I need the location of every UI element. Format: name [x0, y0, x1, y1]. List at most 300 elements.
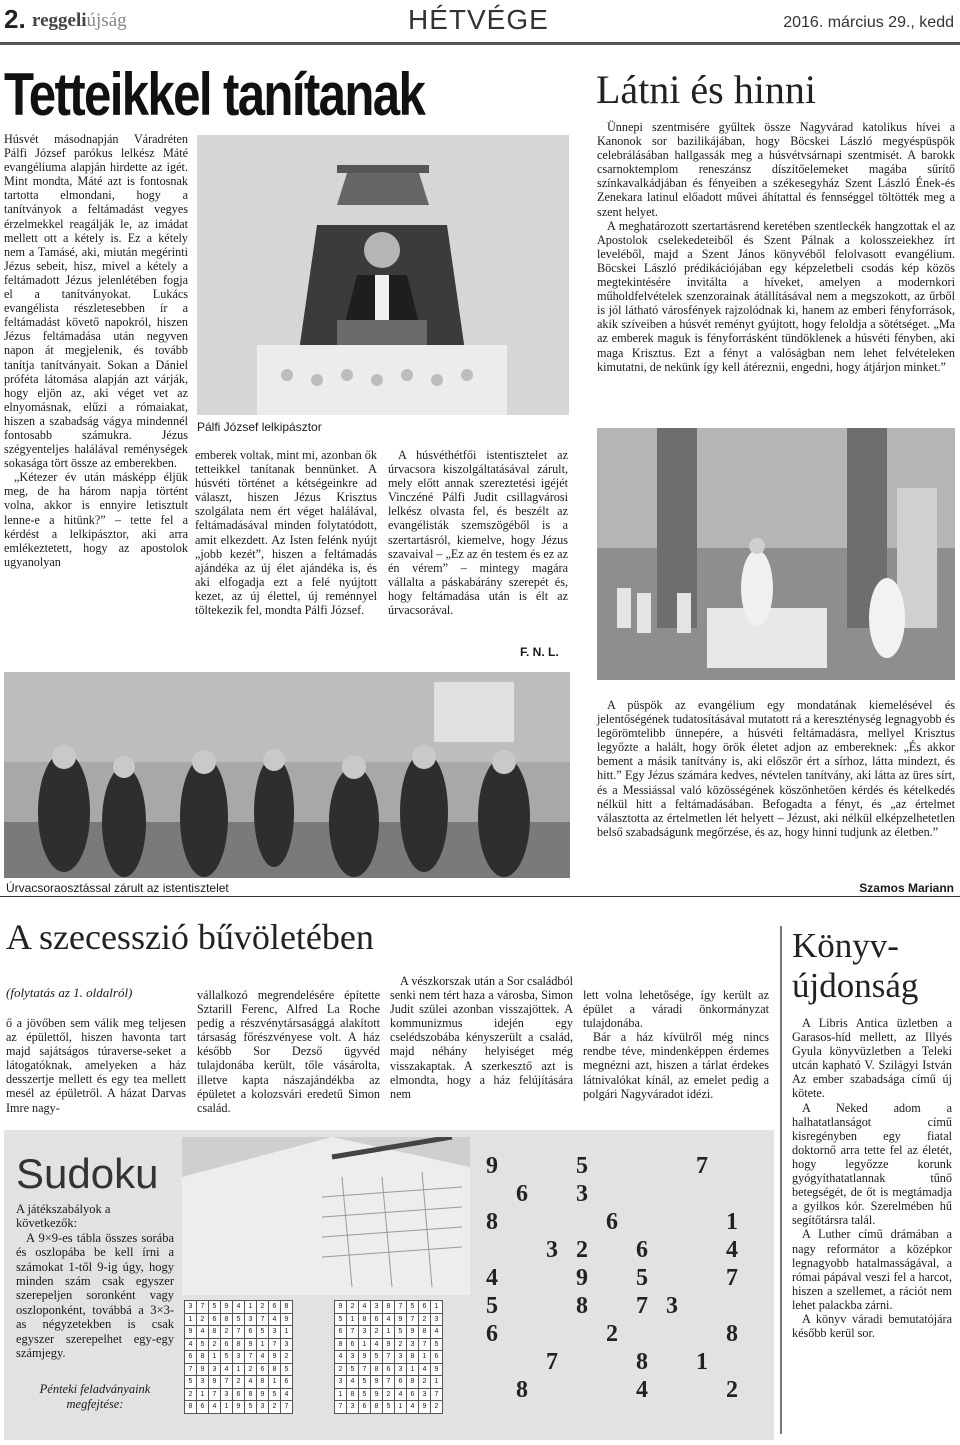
sudoku-solution2-cell: 5: [347, 1363, 359, 1376]
sudoku-puzzle-row: [477, 1320, 747, 1348]
sudoku-solution1-cell: 7: [269, 1338, 281, 1351]
sudoku-solution1-cell: 3: [221, 1388, 233, 1401]
sudoku-puzzle-cell: 2: [576, 1236, 588, 1263]
sudoku-solution2-cell: 2: [335, 1363, 347, 1376]
sudoku-puzzle-cell: [597, 1292, 627, 1320]
sudoku-solution1-row: [185, 1313, 293, 1326]
sudoku-solution1-cell: 2: [185, 1388, 197, 1401]
sudoku-solution2-cell: 3: [371, 1301, 383, 1314]
sudoku-solution1-row: [185, 1401, 293, 1414]
sudoku-solution2-cell: 7: [419, 1338, 431, 1351]
sudoku-solution2-cell: 5: [359, 1388, 371, 1401]
sudoku-puzzle-cell: [507, 1264, 537, 1292]
sudoku-solution1-cell: 6: [233, 1388, 245, 1401]
sudoku-solution2-cell: 6: [383, 1363, 395, 1376]
sudoku-puzzle-cell: [507, 1292, 537, 1320]
sudoku-solution2-cell: 7: [347, 1326, 359, 1339]
sudoku-solution1-row: [185, 1326, 293, 1339]
sudoku-puzzle-cell: [537, 1180, 567, 1208]
sudoku-solution1-cell: 2: [257, 1301, 269, 1314]
sudoku-solution1-cell: 5: [257, 1326, 269, 1339]
sudoku-puzzle-cell: [507, 1320, 537, 1348]
sudoku-solution2-cell: 9: [383, 1338, 395, 1351]
article1-col1-p1: Húsvét másodnapján Váradréten Pálfi József parókus lelkész Máté evangéliuma alapján hirdette az igét. Mint mondta, Máté azt is fontosnak tartotta elmondani, hogy a tanítványok a feltámadást vegyes érzelmekkel reagálják le, az imádat mellett ott a kétely is. Ez a kétely nem a Tamásé, aki, miután megérinti Jézus sebeit, hisz, mivel a kétely a feltámadott Jézus jelenlétében fogja el a tanítványokat. Lukács evangélista részletesebben ír a feltámadást követő napokról, hiszen Jézus feltámadása után negyven napon át megjelenik, és tovább tanítja tanítványait. Sokan a Dániel próféta látomása alapján azt várják, hogy eljön az, aki véget vet az elnyomásnak, elűzi a rómaiakat, hiszen a szabadság vágya mindennél fontosabb számukra. Jézus szégyenteljes halálával reménységek sokasága tört össze az emberekben.: [4, 132, 188, 471]
sudoku-solution2-cell: 1: [431, 1301, 443, 1314]
sudoku-puzzle-cell: [657, 1320, 687, 1348]
sudoku-solution2-cell: 6: [395, 1376, 407, 1389]
divider-mid: [0, 896, 960, 897]
sudoku-solution2-cell: 8: [347, 1388, 359, 1401]
sudoku-puzzle-cell: 7: [636, 1292, 648, 1319]
sudoku-solution2-cell: 5: [383, 1401, 395, 1414]
sudoku-solution2-cell: 3: [419, 1388, 431, 1401]
article3-col1-text: ő a jövőben sem válik meg teljesen az épülettől, hiszen havonta tart majd sajátságos túraverse-seket a látogatóknak, amelyeken a ház desszertje mellett és egy tea mellett mesél az épületről. A házat Darvas Imre nagy-: [6, 1016, 186, 1115]
sudoku-solution1-cell: 6: [281, 1376, 293, 1389]
sudoku-solution2-cell: 8: [359, 1313, 371, 1326]
sudoku-solution2-cell: 7: [335, 1401, 347, 1414]
book-p1: A Libris Antica üzletben a Garasos-híd mellett, az Illyés Gyula könyvüzletben a Teleki utcán kapható V. Szilágyi István Az ember szabadsága című új kötete.: [792, 1016, 952, 1101]
sudoku-solution2-cell: 9: [359, 1351, 371, 1364]
sudoku-solution1-cell: 4: [233, 1301, 245, 1314]
pastor-photo: [197, 135, 569, 415]
sudoku-solution2-cell: 8: [383, 1301, 395, 1314]
article2-lower-text: A püspök az evangélium egy mondatának kiemelésével és jelentőségének tudatosításával mutatott rá a kereszténység legnagyobb és legörömtelibb ünnepére, a húsvéti feltámadásra, mellyel Krisztus legyőzte a halált, hogy örök életet adjon az embereknek: „És akkor bement a másik tanítvány is, aki először ért a sírhoz, látta mindezt, és hitt.” Egy Jézus számára kedves, névtelen tanítvány, aki látta az üres sírt, és a Messiással való közösségének köszönhetően kérdés és kételkedés nélkül hitt a feltámadásában. Befogadta a fényt, és „az értelmet választotta az értelmetlen lét helyett – Jézust, aki nélkül elképzelhetetlen belső szabadságunk megőrzése, és az, hogy hinni tudjunk az életben.”: [597, 698, 955, 839]
sudoku-puzzle-cell: [717, 1348, 747, 1376]
article2-signature: Szamos Mariann: [859, 881, 954, 895]
sudoku-solution1-cell: 5: [221, 1351, 233, 1364]
sudoku-solution1-row: [185, 1376, 293, 1389]
sudoku-solution2-cell: 2: [419, 1313, 431, 1326]
sudoku-solution1-cell: 5: [281, 1363, 293, 1376]
sudoku-solution1-cell: 9: [221, 1301, 233, 1314]
sudoku-solution1-cell: 9: [257, 1388, 269, 1401]
sudoku-solution2-row: [335, 1363, 443, 1376]
sudoku-puzzle-cell: 6: [516, 1180, 528, 1207]
article3-col4: [583, 988, 769, 1101]
sudoku-solution1-cell: 4: [257, 1351, 269, 1364]
sudoku-solution1-row: [185, 1388, 293, 1401]
sudoku-puzzle-cell: [657, 1376, 687, 1404]
sudoku-solution2-cell: 7: [359, 1363, 371, 1376]
sudoku-puzzle-cell: 4: [726, 1236, 738, 1263]
sudoku-solution2-row: [335, 1388, 443, 1401]
sudoku-solution2-cell: 1: [395, 1401, 407, 1414]
sudoku-solution1-cell: 6: [269, 1301, 281, 1314]
sudoku-solution2-cell: 9: [419, 1401, 431, 1414]
sudoku-puzzle-cell: [687, 1264, 717, 1292]
sudoku-solution2-row: [335, 1326, 443, 1339]
sudoku-solution2-cell: 6: [419, 1301, 431, 1314]
sudoku-puzzle-cell: 1: [696, 1348, 708, 1375]
sudoku-solution1-cell: 8: [245, 1388, 257, 1401]
sudoku-puzzle-cell: 5: [486, 1292, 498, 1319]
sudoku-solution1-cell: 3: [209, 1363, 221, 1376]
sudoku-solution1-cell: 9: [233, 1401, 245, 1414]
sudoku-puzzle-cell: 8: [516, 1376, 528, 1403]
sudoku-puzzle-cell: [687, 1180, 717, 1208]
sudoku-solution2-cell: 4: [383, 1313, 395, 1326]
sudoku-puzzle-cell: 6: [636, 1236, 648, 1263]
sudoku-puzzle-cell: [567, 1320, 597, 1348]
sudoku-solution1-cell: 1: [221, 1401, 233, 1414]
sudoku-solution1-cell: 1: [281, 1326, 293, 1339]
sudoku-solution1-cell: 1: [257, 1338, 269, 1351]
sudoku-puzzle-cell: [567, 1348, 597, 1376]
sudoku-puzzle-row: [477, 1348, 747, 1376]
sudoku-solution1-cell: 3: [197, 1376, 209, 1389]
sudoku-puzzle-cell: [537, 1152, 567, 1180]
article1-signature: F. N. L.: [520, 645, 559, 659]
sudoku-puzzle-cell: 4: [636, 1376, 648, 1403]
sudoku-puzzle-cell: [717, 1180, 747, 1208]
sudoku-solution-label: Pénteki feladványaink megfejtése:: [39, 1382, 151, 1411]
sudoku-solution2-cell: 1: [419, 1351, 431, 1364]
sudoku-puzzle-cell: [627, 1152, 657, 1180]
book-headline: [792, 926, 958, 1006]
sudoku-puzzle-cell: [687, 1376, 717, 1404]
sudoku-puzzle-cell: [657, 1348, 687, 1376]
sudoku-solution2-cell: 3: [359, 1326, 371, 1339]
sudoku-solution1-cell: 3: [257, 1401, 269, 1414]
header-date: 2016. március 29., kedd: [783, 14, 954, 31]
sudoku-solution2-cell: 1: [407, 1363, 419, 1376]
sudoku-puzzle-cell: [597, 1264, 627, 1292]
sudoku-solution1-cell: 3: [269, 1326, 281, 1339]
sudoku-puzzle-cell: 8: [636, 1348, 648, 1375]
sudoku-solution2-cell: 8: [335, 1338, 347, 1351]
sudoku-solution1-cell: 3: [245, 1313, 257, 1326]
sudoku-solution2-cell: 8: [371, 1401, 383, 1414]
sudoku-solution2-cell: 9: [395, 1313, 407, 1326]
sudoku-puzzle-cell: [537, 1376, 567, 1404]
sudoku-puzzle-cell: [537, 1264, 567, 1292]
sudoku-puzzle-cell: [507, 1208, 537, 1236]
sudoku-solution1-cell: 8: [209, 1326, 221, 1339]
sudoku-solution2-cell: 3: [347, 1401, 359, 1414]
sudoku-solution2-cell: 1: [347, 1313, 359, 1326]
sudoku-solution1-cell: 7: [197, 1301, 209, 1314]
sudoku-solution1-cell: 5: [245, 1401, 257, 1414]
sudoku-solution1-cell: 2: [209, 1338, 221, 1351]
article3-col2: [197, 988, 380, 1115]
sudoku-solution2-cell: 5: [395, 1326, 407, 1339]
sudoku-solution2-cell: 7: [383, 1376, 395, 1389]
sudoku-solution1-cell: 2: [269, 1401, 281, 1414]
sudoku-solution1-cell: 2: [245, 1363, 257, 1376]
sudoku-solution2-cell: 7: [383, 1351, 395, 1364]
sudoku-solution2-row: [335, 1313, 443, 1326]
sudoku-puzzle-cell: [477, 1236, 507, 1264]
sudoku-solution1-cell: 3: [233, 1351, 245, 1364]
sudoku-solution2-row: [335, 1376, 443, 1389]
article3-headline: A szecesszió bűvöletében: [6, 917, 374, 957]
sudoku-solution1-cell: 9: [269, 1351, 281, 1364]
sudoku-solution1-cell: 2: [221, 1326, 233, 1339]
sudoku-solution1-cell: 1: [185, 1313, 197, 1326]
sudoku-solution1-cell: 8: [221, 1313, 233, 1326]
sudoku-solution2-cell: 8: [419, 1326, 431, 1339]
book-box: [780, 926, 958, 1434]
sudoku-solution1-cell: 7: [185, 1363, 197, 1376]
sudoku-solution1-cell: 6: [209, 1313, 221, 1326]
sudoku-solution2-cell: 3: [431, 1313, 443, 1326]
sudoku-puzzle-cell: [627, 1320, 657, 1348]
sudoku-puzzle-cell: [597, 1236, 627, 1264]
sudoku-solution2-cell: 4: [395, 1388, 407, 1401]
sudoku-solution-grid-2: [334, 1300, 443, 1414]
sudoku-puzzle-cell: 7: [546, 1348, 558, 1375]
sudoku-solution2-cell: 8: [407, 1376, 419, 1389]
sudoku-puzzle-cell: [657, 1208, 687, 1236]
paper-name: [32, 10, 127, 32]
sudoku-puzzle-row: [477, 1376, 747, 1404]
sudoku-solution2-cell: 9: [335, 1301, 347, 1314]
sudoku-solution2-cell: 5: [431, 1338, 443, 1351]
sudoku-puzzle-row: [477, 1152, 747, 1180]
sudoku-puzzle-cell: 9: [576, 1264, 588, 1291]
sudoku-solution2-cell: 8: [407, 1351, 419, 1364]
sudoku-solution2-cell: 3: [347, 1351, 359, 1364]
article3-col4-p2: Bár a ház kívülről még nincs rendbe téve, mindenképpen érdemes megnézni azt, hiszen a tárlat érdekes látnivalókat kínál, az emelet pedig a polgári Nagyváradot idézi.: [583, 1030, 769, 1101]
sudoku-solution1-cell: 1: [209, 1351, 221, 1364]
sudoku-solution2-cell: 9: [431, 1363, 443, 1376]
sudoku-puzzle-cell: [507, 1152, 537, 1180]
sudoku-puzzle-cell: 6: [606, 1208, 618, 1235]
sudoku-solution1-cell: 2: [233, 1376, 245, 1389]
sudoku-solution1-cell: 9: [185, 1326, 197, 1339]
sudoku-puzzle-cell: 8: [486, 1208, 498, 1235]
sudoku-rules-title: A játékszabályok a következők:: [16, 1202, 111, 1231]
sudoku-puzzle-grid: [477, 1152, 747, 1404]
sudoku-puzzle-cell: 1: [726, 1208, 738, 1235]
book-text: [792, 1016, 952, 1340]
sudoku-solution1-cell: 6: [245, 1326, 257, 1339]
sudoku-puzzle-cell: [687, 1236, 717, 1264]
sudoku-solution2-cell: 2: [383, 1388, 395, 1401]
sudoku-solution1-cell: 8: [233, 1338, 245, 1351]
sudoku-solution2-cell: 4: [359, 1301, 371, 1314]
sudoku-solution2-cell: 3: [407, 1338, 419, 1351]
sudoku-puzzle-cell: 5: [576, 1152, 588, 1179]
article1-col1-p2: „Kétezer év után másképp éljük meg, de ha három napja történt volna, akkor is ennyire letisztult lenne-e a hitünk?” – tette fel a kérdést a lelkipásztor, aki arra emlékeztetett, hogy az apostolok ugyanolyan: [4, 470, 188, 569]
sudoku-puzzle-cell: 7: [696, 1152, 708, 1179]
sudoku-solution2-row: [335, 1351, 443, 1364]
sudoku-solution1-cell: 4: [269, 1313, 281, 1326]
sudoku-solution2-cell: 3: [395, 1351, 407, 1364]
book-p2: A Neked adom a halhatatlanságot című kisregényben egy fiatal doktornő arra tette fel az életét, hogy legyőzze korunk gyógyíthatatlannak tűnő betegségét, de őt is megtámadja a gyilkos kór. Szerelmében hű segítőtársra talál.: [792, 1100, 952, 1228]
sudoku-solution1-cell: 6: [185, 1351, 197, 1364]
book-p4: A könyv váradi bemutatójára később kerül sor.: [792, 1311, 952, 1341]
sudoku-solution1-cell: 4: [245, 1376, 257, 1389]
sudoku-solution2-cell: 6: [335, 1326, 347, 1339]
sudoku-puzzle-cell: 7: [726, 1264, 738, 1291]
sudoku-solution1-cell: 5: [209, 1301, 221, 1314]
sudoku-solution1-cell: 9: [245, 1338, 257, 1351]
sudoku-photo: [182, 1137, 470, 1295]
sudoku-solution1-cell: 6: [197, 1401, 209, 1414]
article2-lower: [597, 698, 955, 839]
sudoku-solution2-cell: 2: [347, 1301, 359, 1314]
sudoku-solution2-cell: 9: [371, 1376, 383, 1389]
article3-col1: [6, 1016, 186, 1115]
sudoku-solution1-cell: 1: [269, 1376, 281, 1389]
sudoku-solution1-cell: 1: [233, 1363, 245, 1376]
sudoku-solution2-cell: 7: [431, 1388, 443, 1401]
sudoku-puzzle-cell: 2: [606, 1320, 618, 1347]
article3-col3: [390, 974, 573, 1101]
sudoku-puzzle-cell: 8: [576, 1292, 588, 1319]
sudoku-puzzle-cell: [567, 1376, 597, 1404]
sudoku-solution2-cell: 4: [335, 1351, 347, 1364]
sudoku-solution2-cell: 5: [359, 1376, 371, 1389]
sudoku-solution2-cell: 4: [371, 1338, 383, 1351]
sudoku-solution1-cell: 7: [221, 1376, 233, 1389]
sudoku-solution2-cell: 4: [407, 1401, 419, 1414]
sudoku-solution1-cell: 8: [197, 1351, 209, 1364]
sudoku-solution2-cell: 6: [371, 1313, 383, 1326]
sudoku-puzzle-cell: [687, 1292, 717, 1320]
sudoku-solution2-cell: 6: [431, 1351, 443, 1364]
sudoku-rules: [16, 1202, 174, 1411]
section-title: HÉTVÉGE: [408, 4, 549, 35]
sudoku-solution2-cell: 2: [431, 1401, 443, 1414]
sudoku-solution1-cell: 2: [281, 1351, 293, 1364]
book-headline-a: Könyv-: [792, 926, 899, 965]
sudoku-solution2-cell: 1: [431, 1376, 443, 1389]
paper-name-a: reggeli: [32, 10, 87, 31]
sudoku-puzzle-row: [477, 1180, 747, 1208]
sudoku-solution1-cell: 8: [185, 1401, 197, 1414]
sudoku-puzzle-cell: [567, 1208, 597, 1236]
sudoku-solution1-row: [185, 1363, 293, 1376]
header-rule: [0, 42, 960, 45]
article3-continuation: (folytatás az 1. oldalról): [6, 985, 133, 1000]
sudoku-solution2-cell: 1: [359, 1338, 371, 1351]
sudoku-puzzle-cell: 3: [546, 1236, 558, 1263]
sudoku-puzzle-cell: [657, 1180, 687, 1208]
sudoku-puzzle-cell: [597, 1376, 627, 1404]
sudoku-solution2-cell: 2: [371, 1326, 383, 1339]
sudoku-solution2-cell: 2: [395, 1338, 407, 1351]
sudoku-solution1-cell: 7: [209, 1388, 221, 1401]
article2-upper: [597, 120, 955, 374]
sudoku-solution1-cell: 1: [197, 1388, 209, 1401]
sudoku-solution2-cell: 1: [335, 1388, 347, 1401]
sudoku-solution2-cell: 9: [371, 1388, 383, 1401]
sudoku-solution2-cell: 9: [407, 1326, 419, 1339]
page-number: 2.: [4, 4, 26, 34]
sudoku-solution1-cell: 5: [269, 1388, 281, 1401]
book-headline-b: újdonság: [792, 966, 919, 1005]
sudoku-puzzle-row: [477, 1264, 747, 1292]
sudoku-puzzle-cell: 5: [636, 1264, 648, 1291]
sudoku-puzzle-cell: [657, 1152, 687, 1180]
sudoku-puzzle-cell: [657, 1264, 687, 1292]
sudoku-solution1-cell: 7: [245, 1351, 257, 1364]
sudoku-solution2-cell: 8: [371, 1363, 383, 1376]
sudoku-solution1-cell: 2: [197, 1313, 209, 1326]
article1-col2: [195, 448, 377, 617]
sudoku-solution1-cell: 8: [257, 1376, 269, 1389]
sudoku-puzzle-cell: [657, 1236, 687, 1264]
article3-col3-text: A vészkorszak után a Sor családból senki nem tért haza a városba, Simon Judit szülei azonban visszajöttek. A kommunizmus idején egy cselédszobába kényszerült a család, majd néhány helyiséget még visszakaptak. A szerkesztő azt is elmondta, hogy a ház felújítására nem: [390, 974, 573, 1101]
sudoku-solution1-cell: 3: [185, 1301, 197, 1314]
sudoku-solution2-row: [335, 1401, 443, 1414]
article2-p1: Ünnepi szentmisére gyűltek össze Nagyvárad katolikus hívei a Kanonok sor bazilikájában, hogy Böcskei László megyéspüspök celebrálásában hallgassák meg a húsvétvsárnapi szentmisét. A barokk csarnoktemplom reneszánsz díszítőelemeket magába sűrítő színkavalkádjában és fényeiben a székesegyház Szent László Ének-és Zenekara latinul előadott művei áhítattal és fennséggel töltötték meg a szent helyet.: [597, 120, 955, 219]
sudoku-solution1-cell: 1: [245, 1301, 257, 1314]
sudoku-solution1-cell: 8: [269, 1363, 281, 1376]
pastor-photo-caption: Pálfi József lelkipásztor: [197, 420, 322, 434]
article2-p2: A meghatározott szertartásrend keretében szentleckék hangzottak el az Apostolok cselekedeteiből és Szent Pálnak a kolosszeiekhez írt leveléből, majd a Szent János könyvéből felolvasott evangélium. Böcskei László prédikációjában egy képzeletbeli csodás kép közös megtekintésére invitálta a híveket, amelyen a modernkori műholdfelvételek szenzorainak átállításával nem a megszokott, az űrből is jól látható városfények rajzolódnak ki, hanem az emberi fényforrások, akik szíveiben a húsvét reményt gyújtott, hogy feloldja a sötétséget. „Ma az emberek maguk is fényforrásként tündöklenek a húsvéti fényben, aki maga Krisztus. Ezt a fényt a valóságban nem lehet felvételeken kimutatni, de nekünk így kell átéreznii, engedni, hogy átjárjon minket.”: [597, 218, 955, 374]
article1-col3: [388, 448, 568, 617]
sudoku-puzzle-row: [477, 1292, 747, 1320]
sudoku-puzzle-cell: [717, 1292, 747, 1320]
sudoku-puzzle-cell: [687, 1208, 717, 1236]
article1-col3-text: A húsvéthétfői istentisztelet az úrvacsora kiszolgáltatásával zárult, mely előtt annak szereztetési igéjét Vinczéné Pálfi Judit csillagvárosi lelkész olvasta fel, és beszélt az evangélisták szemszögéből is a szertartásról, kiemelve, hogy Jézus szavaival – „Ez az én testem és ez az én vérem” – mintegy magára vállalta a páskabárány szerepét és, hogy feltámadása után is élt az úrvacsorával.: [388, 448, 568, 618]
sudoku-solution2-cell: 7: [407, 1313, 419, 1326]
sudoku-solution1-cell: 4: [197, 1326, 209, 1339]
sudoku-solution1-cell: 3: [281, 1338, 293, 1351]
sudoku-puzzle-row: [477, 1236, 747, 1264]
sudoku-solution1-row: [185, 1301, 293, 1314]
sudoku-solution1-cell: 7: [257, 1313, 269, 1326]
sudoku-puzzle-cell: 9: [486, 1152, 498, 1179]
sudoku-solution1-cell: 6: [221, 1338, 233, 1351]
sudoku-solution1-cell: 9: [209, 1376, 221, 1389]
sudoku-solution1-cell: 4: [209, 1401, 221, 1414]
sudoku-puzzle-cell: [537, 1320, 567, 1348]
sudoku-puzzle-cell: 3: [666, 1292, 678, 1319]
sudoku-puzzle-cell: 3: [576, 1180, 588, 1207]
sudoku-puzzle-cell: [627, 1208, 657, 1236]
article1-col2-text: emberek voltak, mint mi, azonban ők tetteikkel tanítanak bennünket. A húsvéti történet a kétségeinkre ad választ, hiszen Jézus Krisztus szolgálata nem ért véget halálával, feltámadásával minden folytatódott, amit elkezdett. Az Isten felénk nyújt „jobb kezét”, hiszen a feltámadás ajándéka az új élet ajándéka is, és aki elfogadja ezt a felé nyújtott kezet, az új élettel, új reménnyel töltekezik fel, mondta Pálfi József.: [195, 448, 377, 618]
sudoku-puzzle-cell: 6: [486, 1320, 498, 1347]
sudoku-solution1-cell: 5: [197, 1338, 209, 1351]
sudoku-solution2-cell: 6: [347, 1338, 359, 1351]
sudoku-solution1-cell: 5: [185, 1376, 197, 1389]
sudoku-solution1-cell: 7: [233, 1326, 245, 1339]
sudoku-solution2-row: [335, 1301, 443, 1314]
sudoku-solution1-cell: 4: [221, 1363, 233, 1376]
sudoku-solution2-cell: 1: [383, 1326, 395, 1339]
sudoku-solution1-cell: 7: [281, 1401, 293, 1414]
paper-name-b: újság: [86, 10, 127, 31]
sudoku-solution1-cell: 9: [197, 1363, 209, 1376]
sudoku-solution1-row: [185, 1338, 293, 1351]
article1-col1: [4, 132, 188, 569]
sudoku-solution2-cell: 3: [335, 1376, 347, 1389]
sudoku-solution2-cell: 4: [347, 1376, 359, 1389]
sudoku-puzzle-cell: [507, 1348, 537, 1376]
sudoku-solution2-cell: 5: [371, 1351, 383, 1364]
sudoku-solution1-cell: 5: [233, 1313, 245, 1326]
article2-headline: Látni és hinni: [596, 67, 816, 112]
sudoku-puzzle-row: [477, 1208, 747, 1236]
sudoku-puzzle-cell: 2: [726, 1376, 738, 1403]
sudoku-solution2-cell: 4: [431, 1326, 443, 1339]
sudoku-rules-text: A 9×9-es tábla összes sorába és oszlopába be kell írni a számokat 1-től 9-ig úgy, hogy minden szám csak egyszer szerepeljen soronként vagy oszloponként, továbbá a 3×3-as négyzetekben is csak egyszer szerepelhet egy-egy számjegy.: [16, 1230, 174, 1361]
sudoku-solution2-row: [335, 1338, 443, 1351]
article3-col2-text: vállalkozó megrendelésére építette Sztarill Ferenc, Alfred La Roche pedig a részvénytársasággá alakított társaság főrészvényese volt. A ház később Sor Dezső ügyvéd tulajdonába került, tőle vásárolta, illetve kapta nászajándékba az épületet a kolozsvári eredetű Simon család.: [197, 988, 380, 1115]
communion-photo: [4, 672, 570, 878]
sudoku-solution2-cell: 6: [359, 1401, 371, 1414]
sudoku-puzzle-cell: [537, 1292, 567, 1320]
sudoku-puzzle-cell: 8: [726, 1320, 738, 1347]
sudoku-solution2-cell: 3: [395, 1363, 407, 1376]
sudoku-solution2-cell: 4: [419, 1363, 431, 1376]
sudoku-solution-grid-1: [184, 1300, 293, 1414]
mass-photo: [597, 428, 955, 680]
